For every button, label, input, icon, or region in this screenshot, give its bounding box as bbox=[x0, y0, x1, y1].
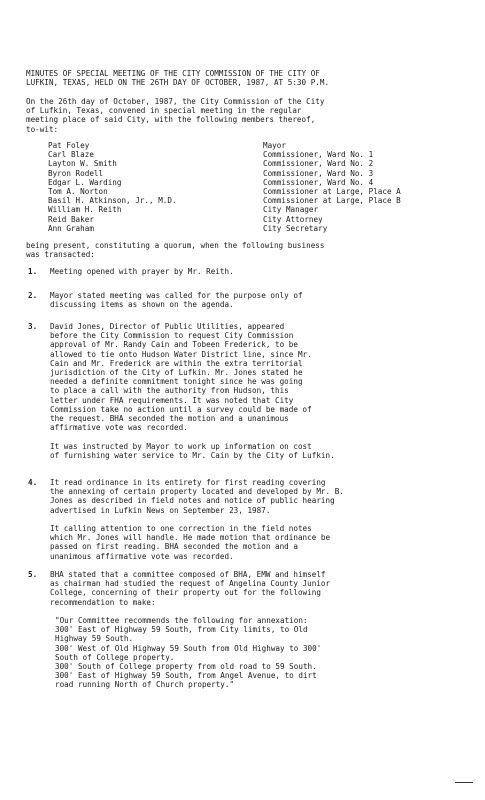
item-text-line: discussing items as shown on the agenda. bbox=[50, 300, 234, 310]
page-footer-mark bbox=[455, 782, 473, 783]
item-text-line: the request. BHA seconded the motion and a unanimous bbox=[50, 414, 289, 423]
item-text-line: 300' East of Highway 59 South, from Angel Avenue, to dirt bbox=[55, 671, 317, 681]
member-title: Commissioner at Large, Place B bbox=[263, 196, 401, 206]
member-title: City Attorney bbox=[263, 214, 323, 224]
item-text-line: It calling attention to one correction in the field notes bbox=[50, 524, 312, 533]
item-text-line: Highway 59 South. bbox=[55, 634, 134, 644]
heading-line: LUFKIN, TEXAS, HELD ON THE 26TH DAY OF OCTOBER, 1987, AT 5:30 P.M. bbox=[26, 78, 330, 88]
item-number: 2. bbox=[28, 291, 38, 300]
member-name: Basil H. Atkinson, Jr., M.D. bbox=[48, 196, 177, 206]
item-text-line: recommendation to make: bbox=[50, 597, 156, 607]
member-name: Reid Baker bbox=[48, 214, 94, 224]
item-text-line: South of College property. bbox=[55, 652, 175, 662]
item-text-line: 300' East of Highway 59 South, from City limits, to Old bbox=[55, 625, 308, 635]
quorum-line: being present, constituting a quorum, when the following business bbox=[26, 241, 325, 250]
heading-line: MINUTES OF SPECIAL MEETING OF THE CITY COMMISSION OF THE CITY OF bbox=[26, 69, 320, 78]
item-text-line: David Jones, Director of Public Utilities, appeared bbox=[50, 322, 285, 331]
item-text-line: which Mr. Jones will handle. He made motion that ordinance be bbox=[50, 533, 331, 543]
item-text-line: "Our Committee recommends the following for annexation: bbox=[55, 616, 308, 625]
intro-line: of Lufkin, Texas, convened in special meeting in the regular bbox=[26, 106, 302, 116]
item-text-line: jurisdiction of the City of Lufkin. Mr. Jones stated he bbox=[50, 368, 303, 377]
item-text-line: Commission take no action until a survey could be made of bbox=[50, 404, 312, 414]
item-text-line: the annexing of certain property located and developed by Mr. B. bbox=[50, 487, 344, 497]
item-text-line: approval of Mr. Randy Cain and Tobeen Frederick, to be bbox=[50, 340, 298, 350]
member-title: Commissioner, Ward No. 3 bbox=[263, 168, 374, 178]
member-name: Ann Graham bbox=[48, 223, 94, 233]
item-text-line: unanimous affirmative vote was recorded. bbox=[50, 551, 234, 561]
member-name: Layton W. Smith bbox=[48, 159, 117, 169]
member-title: Commissioner, Ward No. 4 bbox=[263, 177, 374, 187]
item-text-line: needed a definite commitment tonight since he was going bbox=[50, 377, 303, 387]
member-title: Mayor bbox=[263, 141, 286, 150]
member-title: Commissioner at Large, Place A bbox=[263, 187, 401, 196]
item-text-line: Mayor stated meeting was called for the purpose only of bbox=[50, 291, 303, 300]
item-text-line: allowed to tie onto Hudson Water District line, since Mr. bbox=[50, 349, 312, 359]
item-text-line: 300' South of College property from old road to 59 South. bbox=[55, 662, 317, 671]
member-title: Commissioner, Ward No. 2 bbox=[263, 159, 374, 169]
item-number: 3. bbox=[28, 322, 38, 331]
member-name: Tom A. Norton bbox=[48, 187, 108, 196]
intro-line: meeting place of said City, with the following members thereof, bbox=[26, 115, 316, 125]
member-name: Pat Foley bbox=[48, 141, 90, 150]
item-text-line: 300' West of Old Highway 59 South from Old Highway to 300' bbox=[55, 643, 322, 653]
item-text-line: to place a call with the authority from Hudson, this bbox=[50, 386, 289, 396]
item-number: 1. bbox=[28, 267, 38, 276]
member-name: Carl Blaze bbox=[48, 150, 94, 160]
member-name: William H. Reith bbox=[48, 205, 122, 215]
item-number: 4. bbox=[28, 478, 38, 487]
quorum-line: was transacted: bbox=[26, 250, 95, 260]
item-text-line: Jones as described in field notes and notice of public hearing bbox=[50, 496, 335, 506]
member-title: City Secretary bbox=[263, 223, 328, 233]
item-text-line: passed on first reading. BHA seconded the motion and a bbox=[50, 542, 298, 552]
item-number: 5. bbox=[28, 570, 38, 579]
item-text-line: advertised in Lufkin News on September 23, 1987. bbox=[50, 505, 271, 515]
item-text-line: College, concerning of their property out for the following bbox=[50, 588, 321, 598]
item-text-line: before the City Commission to request City Commission bbox=[50, 331, 294, 341]
item-text-line: BHA stated that a committee composed of BHA, EMW and himself bbox=[50, 570, 326, 579]
item-text-line: as chairman had studied the request of Angelina County Junior bbox=[50, 579, 331, 589]
item-text-line: affirmative vote was recorded. bbox=[50, 423, 188, 433]
member-title: City Manager bbox=[263, 205, 319, 215]
member-title: Commissioner, Ward No. 1 bbox=[263, 150, 374, 160]
item-text-line: of furnishing water service to Mr. Cain by the City of Lufkin. bbox=[50, 450, 335, 460]
intro-line: to-wit: bbox=[26, 124, 59, 134]
item-text-line: It was instructed by Mayor to work up information on cost bbox=[50, 441, 312, 451]
item-text-line: It read ordinance in its entirety for first reading covering bbox=[50, 478, 326, 487]
member-name: Byron Rodell bbox=[48, 168, 104, 178]
item-text-line: letter under FHA requirements. It was noted that City bbox=[50, 395, 294, 405]
member-name: Edgar L. Warding bbox=[48, 177, 122, 187]
item-text-line: road running North of Church property." bbox=[55, 680, 235, 690]
intro-line: On the 26th day of October, 1987, the City Commission of the City bbox=[26, 97, 325, 106]
item-text-line: Meeting opened with prayer by Mr. Reith. bbox=[50, 267, 234, 276]
item-text-line: Cain and Mr. Frederick are within the extra territorial bbox=[50, 358, 303, 368]
